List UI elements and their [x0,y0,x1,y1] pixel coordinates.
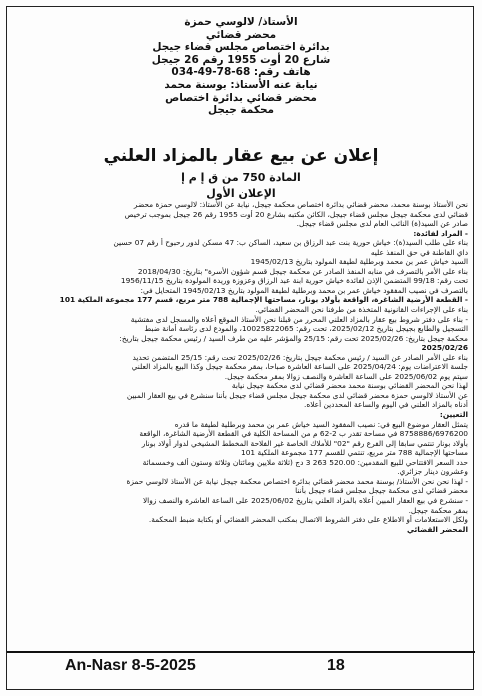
body-line: تحت رقم: 99/18 المتضمن الإذن لفائدة خياش حورية ابنة عبد الرزاق وعزوزة وريدة المولودة بتاريخ 1956/11/15 [120,276,468,286]
body-line: 8758886/6976200 في مساحة تقدر ب 2-62 م من المساحة الكلية في القطعة الأرضية الشاغرة، الواقعة [139,429,468,439]
body-line: بالتصرف في نصيب المفقود خياش عمر بن محمد وبرطلية لطيفة المولود بتاريخ 1945/02/13 المتحايل في: [140,285,468,295]
page-footer [7,651,475,679]
body-line: بناء على الأمر بالتصرف في منابه المنفذ الصادر عن محكمة جيجل قسم شؤون الأسرة" بتاريخ: 2018/04/30 [137,266,468,276]
body-line: محكمة جيجل بتاريخ: 2025/02/26 تحت رقم: 25/15 والمؤشر عليه من طرف السيد / رئيس محكمة جيجل بتاريخ: [119,333,468,343]
body-line: عن الأستاذ لالوسي حمزة محضر قضائي لدى محكمة جيجل مجلس قضاء جيجل بأننا سنشرع في بيع العقار المبين [126,390,468,400]
header-line: هاتف رقم: 68-78-49-034 [171,66,311,79]
body-line: 2025/02/26 [421,343,468,353]
body-line: - لهذا نحن نحن الأستاذ/ بوسنة محمد محضر قضائي بدائرة اختصاص محكمة جيجل نيابة عن الأستاذ لالوسي حمزة [126,476,468,486]
body-line: - القطعة الأرضية الشاغرة، الواقعة بأولاد بونار، مساحتها الإجمالية 788 متر مربع، قسم 177 مجموعة الملكية 101 [59,295,468,305]
header-line: شارع 20 أوت 1955 رقم 26 جيجل [151,53,331,66]
body-line: بناء على الإجراءات القانونية المتخذة من طرفنا نحن المحضر القضائي. [255,305,468,315]
body-line: لهذا نحن المحضر القضائي بوسنة محمد محضر قضائي لدى محكمة جيجل نيابة [231,381,468,391]
body-line: - سنشرع في بيع العقار المبين أعلاه بالمزاد العلني بتاريخ 2025/06/02 على الساعة العاشرة والنصف زوالا [142,495,468,505]
legal-article: المادة 750 من ق إ م إ [181,171,301,184]
header-line: الأستاذ/ لالوسي حمزة [184,16,298,28]
body-line: التسجيل والطابع بجيجل بتاريخ 2025/02/12، تحت رقم: 10025822065، والمودع لدى رئاسة أمانة ضبط [144,324,468,334]
body-line: بأولاد بونار تنتمي سابقا إلى الفرع رقم "02" للأملاك الخاصة غير الفلاحة المخطط المشيخي لدوار أولاد بونار [141,438,468,448]
newspaper-name-date: An-Nasr 8-5-2025 [65,657,196,674]
body-line: نحن الأستاذ بوسنة محمد، محضر قضائي بدائرة اختصاص محكمة جيجل، نيابة عن الأستاذ: لالوسي حمزة محضر [133,200,468,209]
body-line: قضائي لدى محكمة جيجل مجلس قضاء جيجل، الكائن مكتبه بشارع 20 أوت 1955 رقم 26 جيجل بموجب ترخيص [124,209,468,219]
header-line: نيابة عنه الأستاذ: بوسنة محمد [164,78,318,91]
page-number: 18 [327,657,345,674]
body-line: وعشرون دينار جزائري. [397,467,468,477]
body-line: - المراد لفائدة: [413,228,468,238]
body-line: صادر عن السيد(ة) النائب العام لدى مجلس قضاء جيجل. [296,219,468,229]
header-line: محضر قضائي [205,28,277,41]
body-line: بناء على الأمر الصادر عن السيد / رئيس محكمة جيجل بتاريخ: 2025/02/26 تحت رقم: 25/15 المتضمن تحديد [132,352,468,362]
body-line: محضر قضائي لدى محكمة جيجل مجلس قضاء جيجل بأننا [295,486,468,496]
notice-body [14,200,468,534]
body-line: أدناه بالمزاد العلني في اليوم والساعة المحددين أعلاه. [304,400,468,410]
notice-title: إعلان عن بيع عقار بالمزاد العلني [103,146,379,166]
body-line: ولكل الاستعلامات أو الاطلاع على دفتر الشروط الاتصال بمكتب المحضر القضائي أو بكتابة ضبط المحكمة. [148,515,468,525]
body-line: يتمثل العقار موضوع البيع في: نصيب المفقود السيد خياش عمر بن محمد وبرطلية لطيفة ما قدره [174,419,468,429]
header-line: محكمة جيجل [207,104,275,117]
body-line: - بناء على دفتر شروط بيع عقار بالمزاد العلني المحرر من قبلنا نحن الأستاذ الموقع أعلاه والمسجل لدى مفتشية [130,314,468,324]
body-line: جلسة الاعتراضات يوم: 2025/04/24 على الساعة العاشرة صباحا، بمقر محكمة جيجل وكذا البيع بالمزاد العلني [131,362,468,372]
body-line: التعيين: [439,410,468,420]
body-line: مساحتها الإجمالية 788 متر مربع، تنتمي للقسم 177 مجموعة الملكية 101 [241,448,468,458]
body-line: بناء على طلب السيد(ة): خياش حورية بنت عبد الرزاق بن سعيد، الساكن ب: 47 مسكن لدور رحبوح أ رقم 07 حسين [113,238,468,248]
header-line: محضر قضائي بدائرة اختصاص [165,91,317,104]
body-line: المحضر القضائي [407,524,468,534]
section-heading: الإعلان الأول [206,187,276,200]
body-line: سيتم يوم 2025/06/02 على الساعة العاشرة والنصف زوالا بمقر محكمة جيجل. [224,371,468,381]
body-line: داي القاطنة في حق المنفذ عليه [370,247,468,257]
notice-header [0,16,482,117]
body-line: حدد السعر الافتتاحي للبيع المقدمين: 520.00 263 3 دج (ثلاثة ملايين ومائتان وثلاثة وستون ألف وخمسمائة [142,457,468,467]
body-line: السيد خياش عمر بن محمد وبرطلية لطيفة المولود بتاريخ 1945/02/13 [250,257,468,267]
body-line: بمقر محكمة جيجل. [408,505,468,515]
header-line: بدائرة اختصاص مجلس قضاء جيجل [152,41,330,54]
